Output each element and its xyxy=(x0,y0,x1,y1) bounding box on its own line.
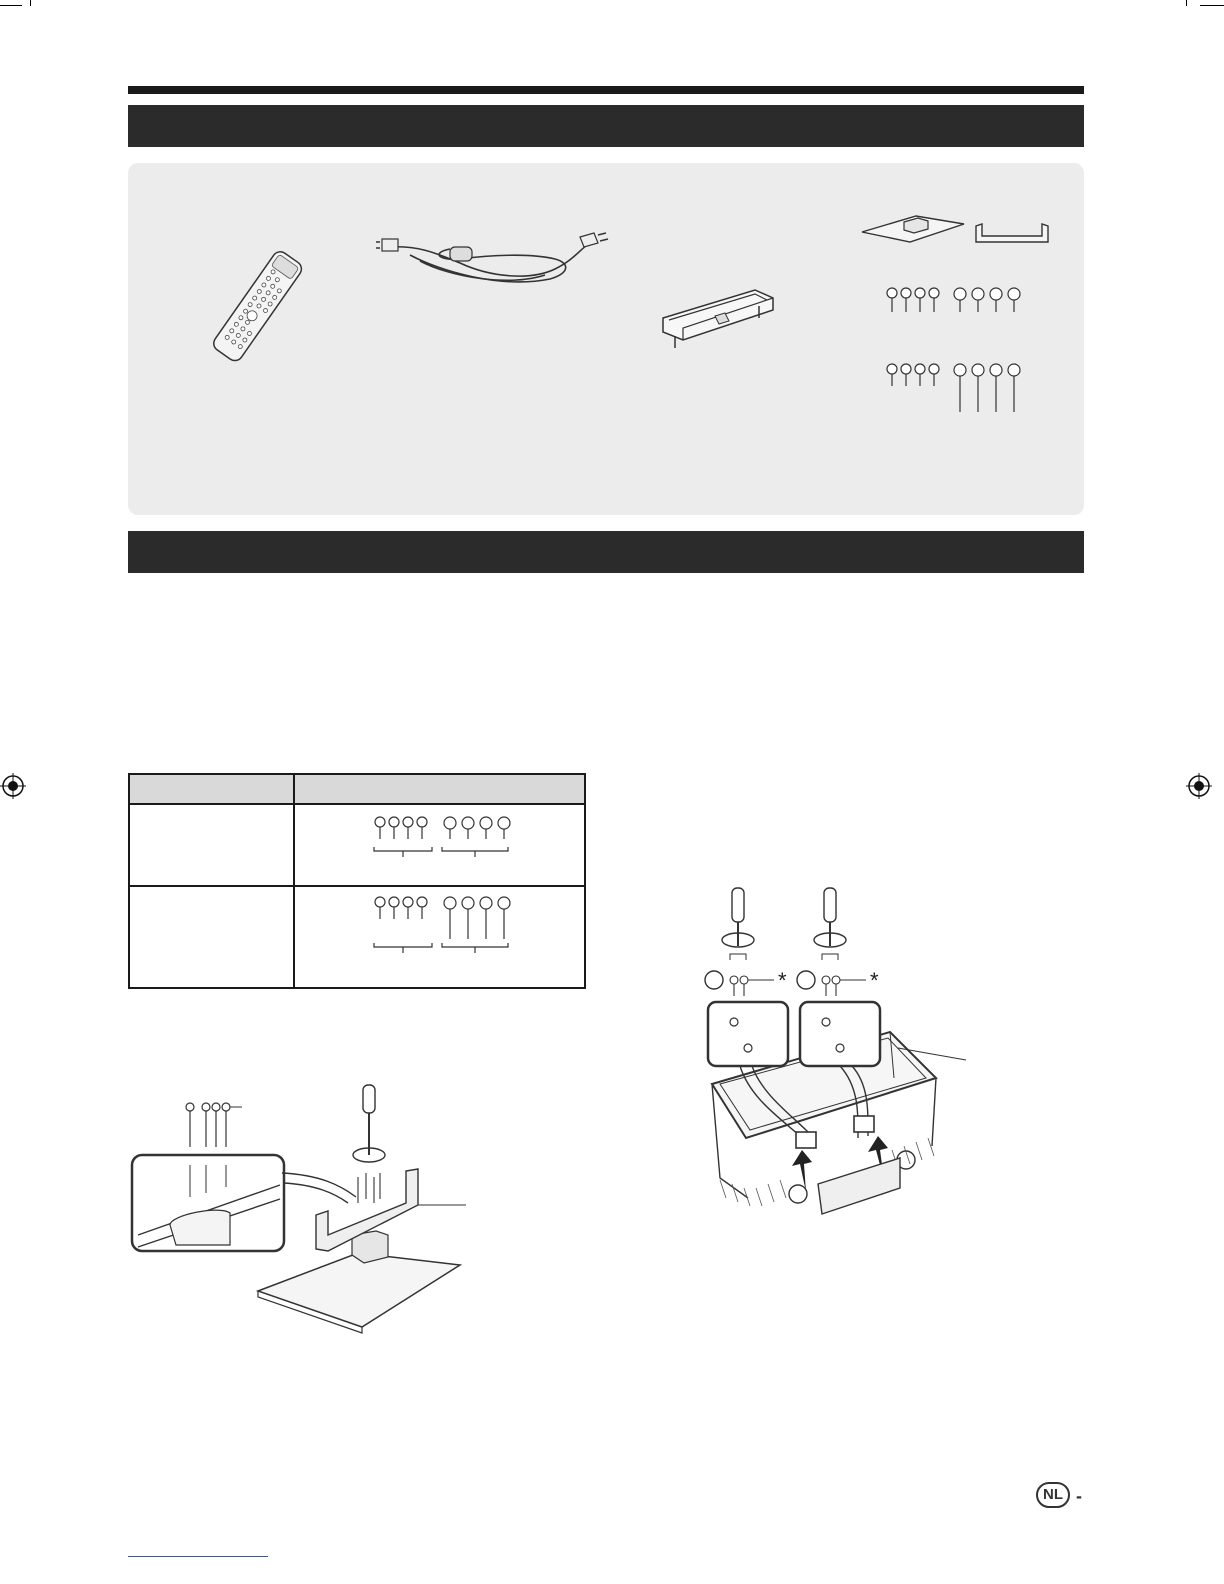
screw-table-divider xyxy=(293,775,295,987)
crop-mark-top-right xyxy=(1186,0,1187,6)
crop-mark-top-right-h xyxy=(1200,5,1224,6)
asterisk-label-2: * xyxy=(870,968,879,993)
screw-set-short-illustration xyxy=(884,286,1029,316)
cable-holder-illustration xyxy=(655,270,785,350)
screw-set-long-illustration xyxy=(884,362,1029,414)
section-bar-stand-assembly xyxy=(128,531,1084,573)
screw-table xyxy=(128,773,586,989)
screw-table-header xyxy=(130,775,584,805)
screw-table-row2-illustration xyxy=(370,895,520,959)
asterisk-label-1: * xyxy=(778,968,787,993)
section-bar-accessories xyxy=(128,105,1084,147)
screw-table-row1-illustration xyxy=(370,815,520,861)
screw-table-row-divider xyxy=(130,885,584,887)
language-badge: NL xyxy=(1036,1482,1070,1508)
stand-assembly-illustration xyxy=(130,1085,470,1335)
registration-mark-left xyxy=(0,773,26,799)
page-number-suffix: - xyxy=(1076,1486,1082,1506)
registration-mark-right xyxy=(1186,773,1212,799)
power-cord-illustration xyxy=(380,225,605,295)
stand-base-illustration xyxy=(860,210,970,245)
crop-mark-top-left-h xyxy=(0,5,22,6)
tv-mounting-illustration xyxy=(690,888,980,1223)
remote-control-illustration xyxy=(195,245,320,370)
bottom-link-underline xyxy=(128,1556,268,1557)
stand-bracket-illustration xyxy=(972,222,1054,248)
top-rule xyxy=(128,86,1084,94)
crop-mark-top-left xyxy=(30,0,31,6)
